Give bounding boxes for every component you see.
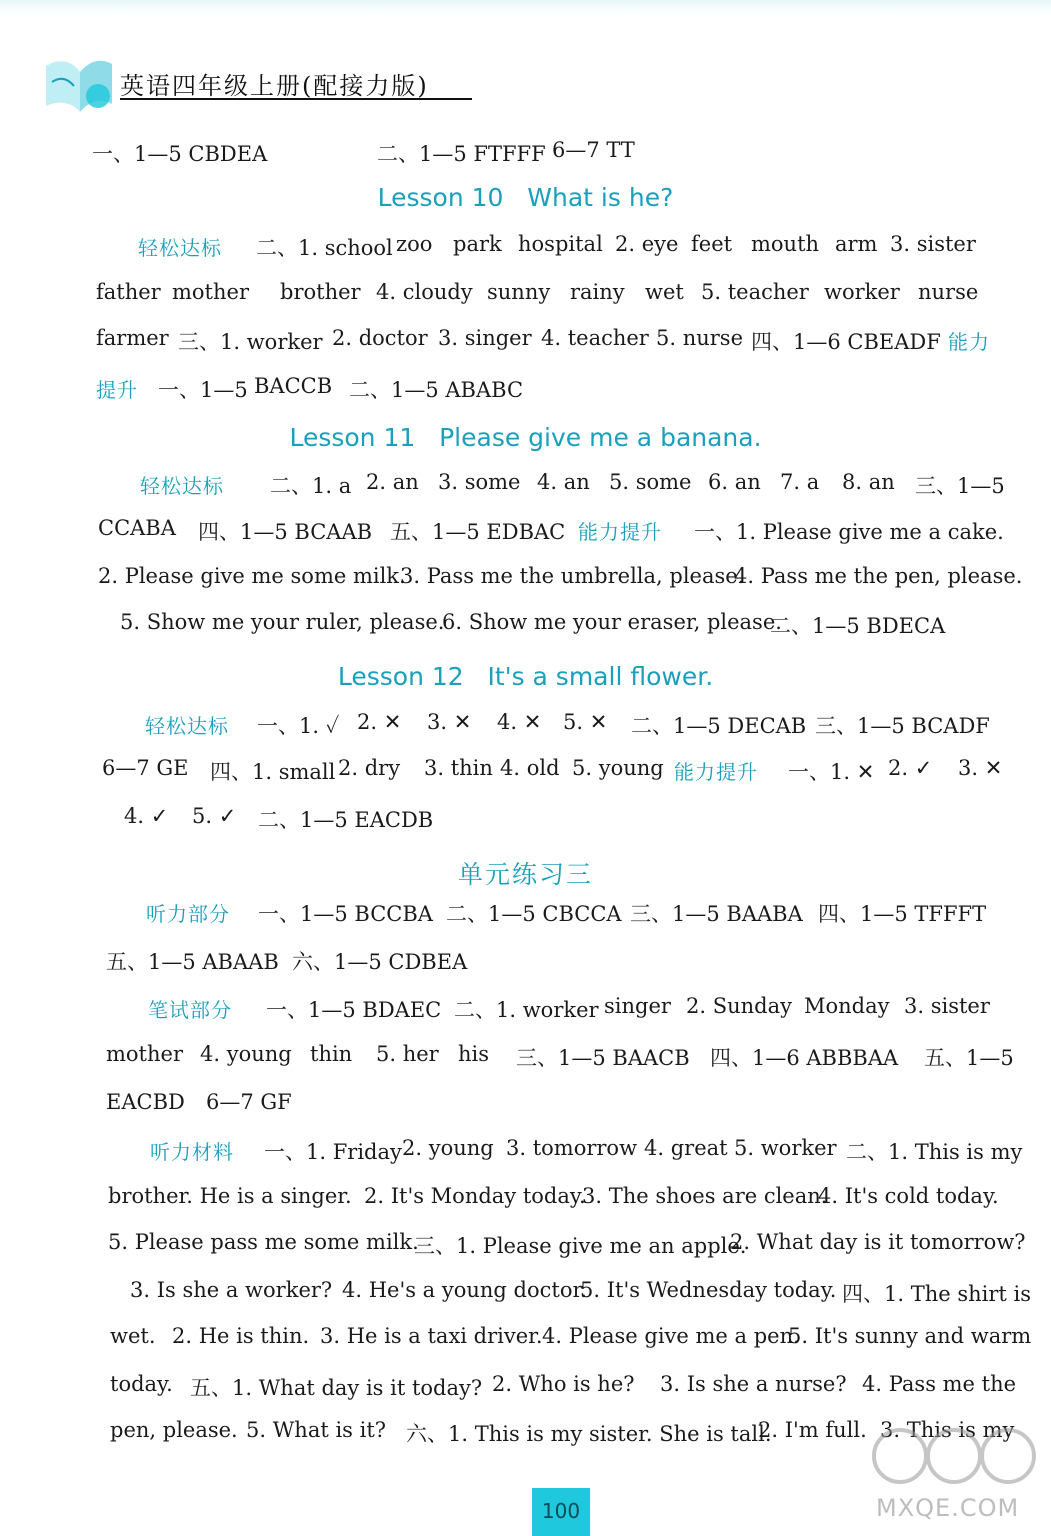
answer-text: 3. Is she a nurse? — [660, 1372, 847, 1396]
answer-text: 三、1—5 — [915, 474, 1005, 498]
section-label: 轻松达标 — [138, 236, 222, 260]
answer-text: 六、1—5 CDBEA — [292, 950, 468, 974]
watermark-logo-icon — [866, 1420, 1042, 1500]
answer-text: 一、1. ✓ — [257, 714, 340, 738]
answer-text: 4. great — [644, 1136, 728, 1160]
answer-text: 2. ✕ — [357, 710, 402, 734]
answer-text: father — [96, 280, 161, 304]
answer-text: nurse — [918, 280, 979, 304]
answer-text: hospital — [518, 232, 603, 256]
answer-text: today. — [110, 1372, 173, 1396]
answer-text: 3. The shoes are clean. — [582, 1184, 828, 1208]
answer-text: 6. Show me your eraser, please. — [442, 610, 782, 634]
answer-text: 四、1—5 BCAAB — [198, 520, 373, 544]
answer-text: 2. ✓ — [888, 756, 933, 780]
answer-text: 4. teacher — [541, 326, 649, 350]
answer-text: 二、1—5 CBCCA — [446, 902, 622, 926]
answer-text: 3. Is she a worker? — [130, 1278, 333, 1302]
answer-text: BACCB — [254, 374, 333, 398]
answer-text: sunny — [487, 280, 551, 304]
answer-text: 一、1. Friday — [264, 1140, 402, 1164]
answer-text: 四、1. The shirt is — [842, 1282, 1032, 1306]
page-header — [38, 52, 458, 122]
answer-text: singer — [604, 994, 671, 1018]
answer-text: 二、1—5 ABABC — [349, 378, 524, 402]
answer-text: 5. Show me your ruler, please. — [120, 610, 445, 634]
answer-text: 4. ✕ — [497, 710, 542, 734]
answer-text: 二、1—5 FTFFF — [377, 142, 546, 166]
answer-text: wet. — [110, 1324, 156, 1348]
answer-text: 2. Who is he? — [492, 1372, 635, 1396]
answer-text: 一、1—5 BCCBA — [258, 902, 433, 926]
answer-text: 6—7 GF — [206, 1090, 292, 1114]
answer-text: 五、1—5 EDBAC — [390, 520, 566, 544]
answer-text: 二、1. a — [270, 474, 352, 498]
answer-text: 2. eye — [615, 232, 679, 256]
answer-text: 4. young — [200, 1042, 292, 1066]
answer-text: 5. It's sunny and warm — [788, 1324, 1032, 1348]
answer-text: 5. ✓ — [192, 804, 237, 828]
answer-text: 5. ✕ — [563, 710, 608, 734]
answer-text: 3. ✕ — [427, 710, 472, 734]
answer-text: 3. This is my — [880, 1418, 1015, 1442]
answer-text: 5. nurse — [656, 326, 744, 350]
answer-text: 二、1. school — [256, 236, 393, 260]
answer-text: 五、1—5 ABAAB — [106, 950, 279, 974]
answer-text: 3. some — [438, 470, 521, 494]
answer-text: 五、1—5 — [924, 1046, 1014, 1070]
answer-text: 5. Please pass me some milk. — [108, 1230, 419, 1254]
answer-text: 5. worker — [734, 1136, 837, 1160]
answer-text: rainy — [570, 280, 625, 304]
answer-text: 六、1. This is my sister. She is tall. — [406, 1422, 772, 1446]
answer-text: 一、1. Please give me a cake. — [694, 520, 1004, 544]
lesson-heading: Lesson 12 It's a small flower. — [337, 662, 714, 691]
answer-text: 2. dry — [338, 756, 401, 780]
answer-text: 3. He is a taxi driver. — [320, 1324, 543, 1348]
answer-text: 二、1. This is my — [846, 1140, 1023, 1164]
answer-text: 5. What is it? — [246, 1418, 387, 1442]
answer-text: 6—7 GE — [102, 756, 189, 780]
answer-text: zoo — [396, 232, 433, 256]
answer-text: 3. tomorrow — [506, 1136, 638, 1160]
answer-text: Monday — [804, 994, 890, 1018]
answer-text: 6—7 TT — [552, 138, 635, 162]
answer-text: 二、1—5 DECAB — [631, 714, 807, 738]
answer-text: CCABA — [98, 516, 176, 540]
answer-text: 一、1—5 BDAEC — [266, 998, 442, 1022]
answer-text: 5. teacher — [701, 280, 809, 304]
section-label: 轻松达标 — [145, 714, 229, 738]
answer-text: 四、1—5 TFFFT — [818, 902, 987, 926]
answer-text: 4. Pass me the pen, please. — [734, 564, 1023, 588]
answer-text: 三、1. Please give me an apple. — [414, 1234, 747, 1258]
lesson-heading: Lesson 10 What is he? — [377, 183, 674, 212]
book-logo-icon — [38, 52, 118, 120]
answer-text: mother — [106, 1042, 183, 1066]
answer-text: 三、1. worker — [178, 330, 323, 354]
page-number: 100 — [532, 1488, 590, 1536]
answer-text: 7. a — [780, 470, 820, 494]
answer-text: 2. an — [366, 470, 419, 494]
answer-text: 3. thin — [424, 756, 493, 780]
answer-text: arm — [835, 232, 878, 256]
answer-text: 四、1—6 ABBBAA — [710, 1046, 899, 1070]
answer-text: worker — [824, 280, 900, 304]
answer-text: 一、1. ✕ — [788, 760, 875, 784]
answer-text: 3. singer — [438, 326, 532, 350]
section-label: 笔试部分 — [148, 998, 232, 1022]
answer-text: wet — [645, 280, 684, 304]
answer-text: 三、1—5 BAACB — [516, 1046, 690, 1070]
answer-text: 5. her — [376, 1042, 439, 1066]
answer-text: brother. He is a singer. — [108, 1184, 352, 1208]
header-rule — [120, 98, 472, 100]
section-label: 能力提升 — [578, 520, 662, 544]
answer-text: feet — [691, 232, 733, 256]
answer-text: 5. some — [609, 470, 692, 494]
answer-text: 一、1—5 CBDEA — [92, 142, 268, 166]
watermark — [866, 1420, 1042, 1532]
answer-text: his — [458, 1042, 490, 1066]
answer-text: 4. an — [537, 470, 590, 494]
section-label: 提升 — [96, 378, 138, 402]
answer-text: mother — [172, 280, 249, 304]
section-label: 听力材料 — [150, 1140, 234, 1164]
answer-text: 4. old — [500, 756, 560, 780]
answer-text: 8. an — [842, 470, 895, 494]
answer-text: 2. Sunday — [686, 994, 792, 1018]
answer-text: 三、1—5 BAABA — [630, 902, 803, 926]
section-label: 轻松达标 — [140, 474, 224, 498]
answer-text: 4. It's cold today. — [818, 1184, 999, 1208]
answer-text: 五、1. What day is it today? — [190, 1376, 483, 1400]
answer-text: 3. ✕ — [958, 756, 1003, 780]
answer-text: 5. young — [572, 756, 664, 780]
answer-text: 二、1. worker — [454, 998, 599, 1022]
answer-text: 2. It's Monday today. — [364, 1184, 586, 1208]
answer-text: 二、1—5 BDECA — [770, 614, 946, 638]
section-label: 能力提升 — [674, 760, 758, 784]
answer-text: thin — [310, 1042, 353, 1066]
answer-text: 4. ✓ — [124, 804, 169, 828]
answer-text: 4. He's a young doctor. — [342, 1278, 587, 1302]
answer-text: 3. sister — [904, 994, 990, 1018]
answer-text: 3. sister — [890, 232, 976, 256]
answer-text: 6. an — [708, 470, 761, 494]
answer-text: farmer — [96, 326, 169, 350]
answer-text: 4. Please give me a pen. — [542, 1324, 800, 1348]
answer-text: 5. It's Wednesday today. — [580, 1278, 837, 1302]
watermark-text: MXQE.COM — [876, 1494, 1020, 1522]
answer-text: pen, please. — [110, 1418, 238, 1442]
top-strip — [0, 0, 1051, 14]
answer-text: 二、1—5 EACDB — [258, 808, 434, 832]
answer-text: brother — [280, 280, 361, 304]
answer-text: 4. Pass me the — [862, 1372, 1017, 1396]
answer-text: 三、1—5 BCADF — [815, 714, 990, 738]
book-title: 英语四年级上册(配接力版) — [120, 72, 429, 100]
answer-text: 2. What day is it tomorrow? — [730, 1230, 1026, 1254]
section-label: 听力部分 — [146, 902, 230, 926]
lesson-heading: Lesson 11 Please give me a banana. — [289, 423, 762, 452]
answer-text: 4. cloudy — [376, 280, 473, 304]
answer-text: 3. Pass me the umbrella, please. — [400, 564, 745, 588]
answer-text: 2. Please give me some milk. — [98, 564, 406, 588]
answer-text: 四、1—6 CBEADF — [751, 330, 941, 354]
unit-heading: 单元练习三 — [457, 860, 593, 889]
section-label: 能力 — [948, 330, 990, 354]
answer-text: 2. I'm full. — [758, 1418, 867, 1442]
answer-text: 2. doctor — [332, 326, 428, 350]
answer-text: 四、1. small — [210, 760, 336, 784]
answer-text: park — [453, 232, 502, 256]
answer-text: 2. He is thin. — [172, 1324, 310, 1348]
answer-text: mouth — [751, 232, 820, 256]
answer-text: 一、1—5 — [158, 378, 248, 402]
answer-text: EACBD — [106, 1090, 185, 1114]
answer-text: 2. young — [402, 1136, 494, 1160]
